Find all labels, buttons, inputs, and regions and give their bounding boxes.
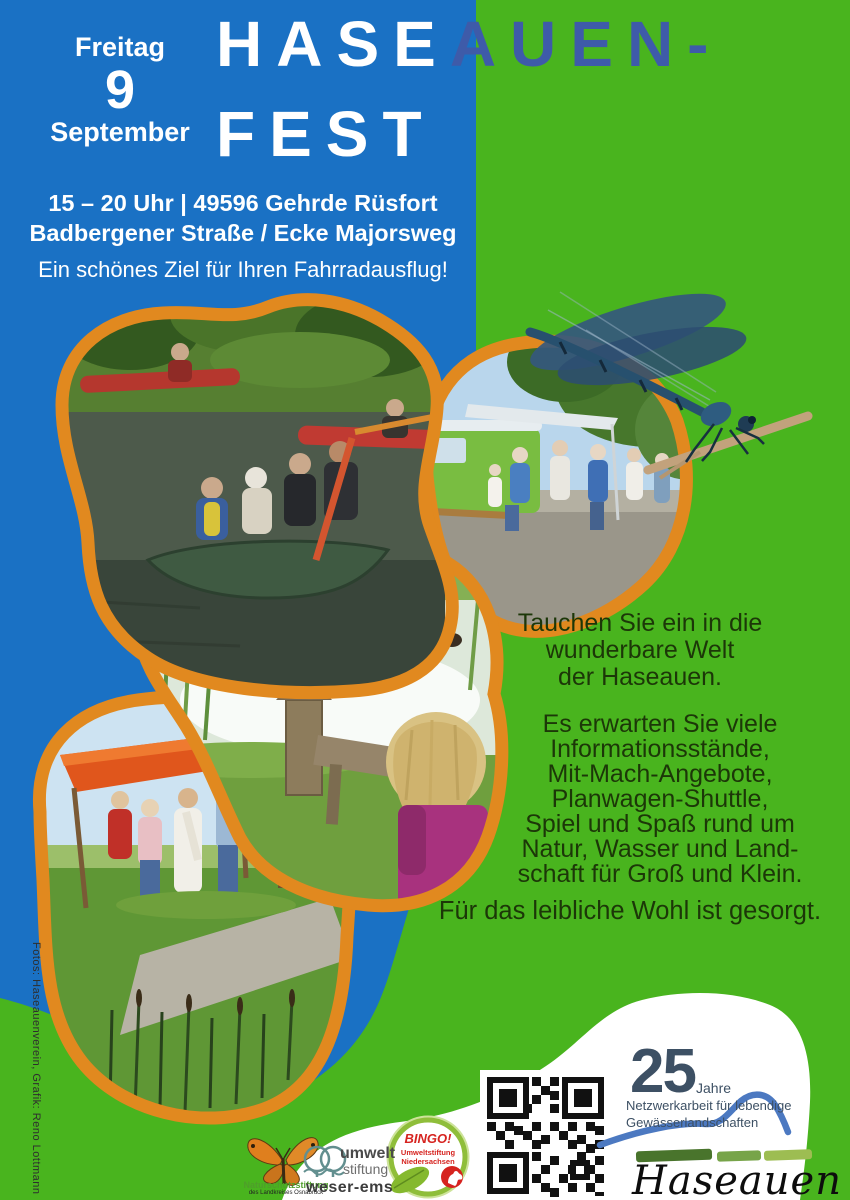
jubilee-line1: Netzwerkarbeit für lebendige <box>626 1098 792 1113</box>
body-intro <box>450 610 830 691</box>
umweltstiftung-word3: weser-ems <box>306 1179 394 1196</box>
body-intro-line: wunderbare Welt <box>545 636 735 664</box>
umweltstiftung-word1: umwelt <box>340 1145 396 1162</box>
jubilee-number: 25 <box>630 1037 695 1106</box>
haseauen-brand: Haseauen <box>632 1158 842 1200</box>
umweltstiftung-word2: stiftung <box>343 1161 389 1177</box>
bingo-name: BINGO! <box>404 1131 452 1146</box>
event-time-location: 15 – 20 Uhr | 49596 Gehrde Rüsfort <box>48 190 438 216</box>
jubilee-line2: Gewässerlandschaften <box>626 1115 759 1130</box>
event-title-line1 <box>216 8 723 80</box>
date-month: September <box>50 117 190 148</box>
naturschutzstiftung-name: Naturschutzstiftung <box>243 1180 329 1190</box>
bingo-line2: Niedersachsen <box>401 1157 455 1166</box>
body-details-line: Informationsstände, <box>550 735 770 763</box>
photo-credit: Fotos: Haseauenverein, Grafik: Reno Lottmann <box>30 942 42 1195</box>
title-auen: AUEN- <box>449 8 723 80</box>
title-hase: HASE <box>216 8 450 80</box>
event-tagline: Ein schönes Ziel für Ihren Fahrradausflug! <box>38 257 448 283</box>
body-intro-line: der Haseauen. <box>557 663 722 691</box>
body-details-line: Planwagen-Shuttle, <box>551 785 769 813</box>
body-intro-line: Tauchen Sie ein in die <box>517 609 763 637</box>
title-fest: FEST <box>216 98 436 170</box>
date-block <box>35 32 205 148</box>
body-details-line: schaft für Groß und Klein. <box>517 860 803 888</box>
date-day: 9 <box>104 60 136 121</box>
jubilee-unit: Jahre <box>696 1080 732 1096</box>
bingo-line1: Umweltstiftung <box>400 1148 456 1157</box>
event-title-line2 <box>216 98 436 170</box>
event-info-block <box>8 188 478 283</box>
event-street: Badbergener Straße / Ecke Majorsweg <box>29 220 457 247</box>
date-weekday: Freitag <box>74 32 166 62</box>
body-closing: Für das leibliche Wohl ist gesorgt. <box>438 897 822 925</box>
body-details-line: Spiel und Spaß rund um <box>525 810 795 838</box>
qr-code <box>480 1070 611 1200</box>
body-details-line: Natur, Wasser und Land- <box>521 835 799 863</box>
body-details <box>470 712 850 887</box>
body-details-line: Es erwarten Sie viele <box>542 710 778 738</box>
naturschutzstiftung-subline: des Landkreises Osnabrück <box>248 1190 324 1196</box>
body-details-line: Mit-Mach-Angebote, <box>547 760 773 788</box>
